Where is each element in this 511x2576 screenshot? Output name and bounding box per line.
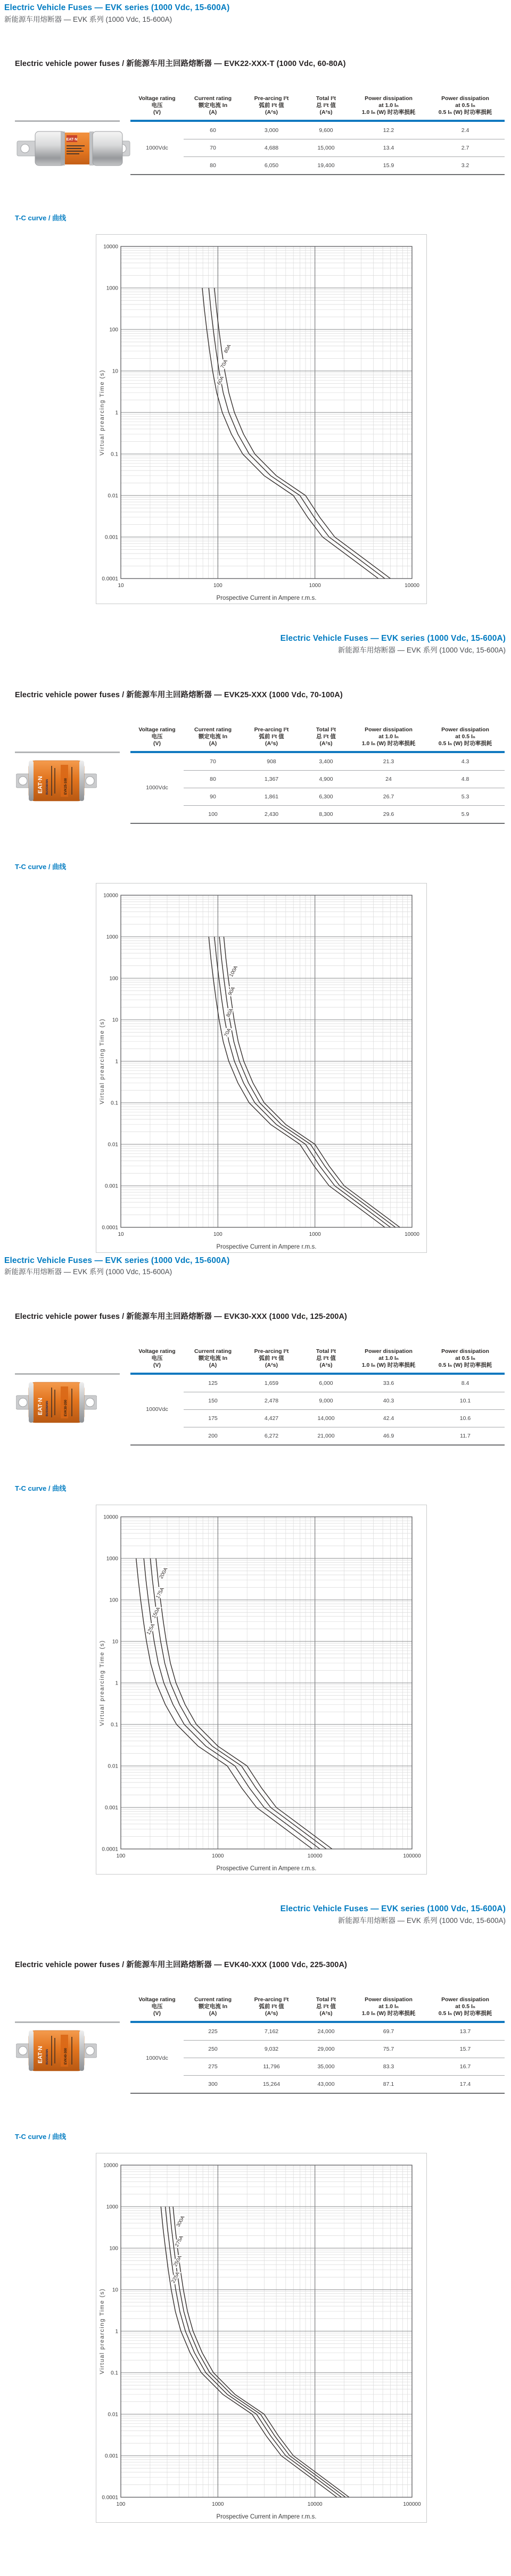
x-axis-title: Prospective Current in Ampere r.m.s. xyxy=(216,2514,317,2521)
table-row xyxy=(130,752,505,771)
x-axis-title: Prospective Current in Ampere r.m.s. xyxy=(216,1243,317,1250)
x-tick-label: 100 xyxy=(213,583,222,589)
table-header-cell: Power dissipation at 1.0 Iₙ 1.0 Iₙ (W) 时功率损耗 xyxy=(351,95,426,121)
spec-table-zone xyxy=(0,1996,511,2094)
document-title-cn: 新能源车用熔断器 — EVK 系列 (1000 Vdc, 15-600A) xyxy=(337,646,506,655)
svg-text:EAT·N: EAT·N xyxy=(37,1398,44,1415)
table-cell: 83.3 xyxy=(351,2058,426,2076)
voltage-cell: 1000Vdc xyxy=(146,2054,168,2061)
table-cell: 5.3 xyxy=(426,788,505,805)
table-cell: 3,000 xyxy=(242,121,301,139)
table-header-cell: Voltage rating 电压 (V) xyxy=(130,95,184,121)
svg-text:EAT·N: EAT·N xyxy=(37,775,44,794)
table-header-cell: Power dissipation at 1.0 Iₙ 1.0 Iₙ (W) 时功率损耗 xyxy=(351,1348,426,1374)
curve-label: 125A xyxy=(145,1622,156,1636)
tc-curve-chart xyxy=(96,234,427,604)
x-tick-label: 10 xyxy=(118,583,124,589)
table-cell: 70 xyxy=(184,752,242,771)
table-cell: 69.7 xyxy=(351,2022,426,2041)
table-cell: 8,300 xyxy=(319,811,333,818)
section-title: Electric vehicle power fuses / 新能源车用主回路熔断器 — EVK40-XXX (1000 Vdc, 225-300A) xyxy=(15,1961,347,1970)
curve-label: 225A xyxy=(170,2271,182,2285)
x-tick-label: 1000 xyxy=(212,2501,224,2508)
curve-label: 90A xyxy=(227,985,237,997)
table-cell: 80 xyxy=(210,162,216,169)
curve-label: 100A xyxy=(228,964,240,978)
table-header-cell: Total I²t 总 I²t 值 (A²s) xyxy=(301,1996,351,2022)
y-tick-label: 0.0001 xyxy=(102,1846,118,1853)
divider-line xyxy=(15,2021,120,2023)
table-header-cell: Total I²t 总 I²t 值 (A²s) xyxy=(301,726,351,752)
table-cell: 19,400 xyxy=(317,162,335,169)
y-tick-label: 1 xyxy=(115,410,118,416)
spec-table-zone xyxy=(0,1348,511,1446)
x-tick-label: 100000 xyxy=(403,1853,421,1859)
x-axis-title: Prospective Current in Ampere r.m.s. xyxy=(216,1865,317,1872)
document-title-en: Electric Vehicle Fuses — EVK series (1000 Vdc, 15-600A) xyxy=(4,1256,230,1265)
table-cell: 4,900 xyxy=(301,770,351,788)
fuse-stub-photo xyxy=(16,757,97,804)
table-cell: 17.4 xyxy=(459,2081,471,2088)
document-title-cn: 新能源车用熔断器 — EVK 系列 (1000 Vdc, 15-600A) xyxy=(4,15,172,23)
spec-table xyxy=(130,1348,505,1446)
svg-text:EVK40-300: EVK40-300 xyxy=(64,2048,68,2065)
spec-table-zone xyxy=(0,95,511,175)
y-tick-label: 100 xyxy=(109,976,118,982)
table-cell: 29,000 xyxy=(301,2041,351,2058)
table-cell: 3.2 xyxy=(461,162,469,169)
table-header-cell: Current rating 额定电流 In (A) xyxy=(184,726,242,752)
x-tick-label: 1000 xyxy=(309,1231,321,1237)
table-row xyxy=(130,805,505,823)
curve-label: 60A xyxy=(216,375,226,386)
y-tick-label: 1 xyxy=(115,1059,118,1065)
y-tick-label: 0.01 xyxy=(108,1142,118,1148)
voltage-cell: 1000Vdc xyxy=(146,1406,168,1413)
table-header-cell: Power dissipation at 0.5 Iₙ 0.5 Iₙ (W) 时功率损耗 xyxy=(426,726,505,752)
table-row xyxy=(130,1409,505,1427)
table-header-cell: Power dissipation at 0.5 Iₙ 0.5 Iₙ (W) 时功率损耗 xyxy=(426,95,505,121)
table-header-cell: Pre-arcing I²t 弧前 I²t 值 (A²s) xyxy=(242,1996,301,2022)
table-cell: 29.6 xyxy=(383,811,394,818)
table-cell: 175 xyxy=(184,1409,242,1427)
section-title: Electric vehicle power fuses / 新能源车用主回路熔断器 — EVK25-XXX (1000 Vdc, 70-100A) xyxy=(15,690,343,699)
table-cell: 21,000 xyxy=(317,1432,335,1439)
divider-line xyxy=(15,752,120,753)
fuse-product-image xyxy=(16,1379,97,1429)
x-tick-label: 10000 xyxy=(405,583,419,589)
chart-svg xyxy=(96,235,425,604)
table-cell: 2,430 xyxy=(264,811,279,818)
table-header-cell: Voltage rating 电压 (V) xyxy=(130,1348,184,1374)
table-cell: 300 xyxy=(208,2081,218,2088)
table-cell: 9,000 xyxy=(301,1392,351,1409)
table-cell: 24,000 xyxy=(301,2022,351,2041)
table-header-cell: Total I²t 总 I²t 值 (A²s) xyxy=(301,1348,351,1374)
table-header-cell: Power dissipation at 0.5 Iₙ 0.5 Iₙ (W) 时功率损耗 xyxy=(426,1348,505,1374)
y-tick-label: 100 xyxy=(109,1597,118,1604)
tc-curve-chart xyxy=(96,2153,427,2523)
table-cell: 46.9 xyxy=(383,1432,394,1439)
curve-label: 250A xyxy=(172,2255,184,2268)
table-cell: 15.9 xyxy=(383,162,394,169)
section-evk40 xyxy=(0,1904,511,2523)
table-cell: 15,000 xyxy=(301,139,351,157)
x-tick-label: 1000 xyxy=(309,583,321,589)
chart-svg xyxy=(96,2153,425,2522)
table-row xyxy=(130,770,505,788)
document-header xyxy=(4,1256,511,1276)
section-evk22 xyxy=(0,3,511,604)
y-tick-label: 10000 xyxy=(103,1514,118,1521)
y-tick-label: 0.001 xyxy=(104,2453,118,2459)
table-cell: 2,478 xyxy=(242,1392,301,1409)
table-cell: 21.3 xyxy=(351,752,426,771)
y-tick-label: 1000 xyxy=(106,1556,118,1562)
x-tick-label: 100 xyxy=(213,1231,222,1237)
curve-label: 70A xyxy=(222,1027,233,1038)
table-header-cell: Current rating 额定电流 In (A) xyxy=(184,1348,242,1374)
y-axis-title: Virtual prearcing Time (s) xyxy=(99,369,105,456)
document-title-en: Electric Vehicle Fuses — EVK series (1000 Vdc, 15-600A) xyxy=(280,634,506,643)
document-header xyxy=(0,1904,506,1925)
tc-curve-chart xyxy=(96,883,427,1253)
table-row xyxy=(130,139,505,157)
document-header xyxy=(0,634,506,654)
table-cell: 1,659 xyxy=(242,1374,301,1392)
voltage-cell: 1000Vdc xyxy=(146,785,168,791)
y-axis-title: Virtual prearcing Time (s) xyxy=(99,1640,105,1726)
table-row xyxy=(130,1374,505,1392)
table-cell: 275 xyxy=(184,2058,242,2076)
document-header xyxy=(4,3,511,23)
y-tick-label: 0.1 xyxy=(111,1100,118,1107)
table-cell: 4,427 xyxy=(242,1409,301,1427)
y-tick-label: 0.1 xyxy=(111,451,118,458)
table-cell: 6,050 xyxy=(264,162,279,169)
table-cell: 33.6 xyxy=(351,1374,426,1392)
svg-text:BUSSMANN: BUSSMANN xyxy=(46,2049,49,2065)
table-cell: 40.3 xyxy=(351,1392,426,1409)
svg-text:BUSSMANN: BUSSMANN xyxy=(46,1401,49,1416)
y-tick-label: 0.001 xyxy=(104,1805,118,1811)
y-tick-label: 0.001 xyxy=(104,534,118,541)
table-cell: 10.1 xyxy=(426,1392,505,1409)
table-header-cell: Pre-arcing I²t 弧前 I²t 值 (A²s) xyxy=(242,1348,301,1374)
fuse-product-image xyxy=(16,757,97,807)
table-cell: 6,272 xyxy=(264,1432,279,1439)
curve-label: 275A xyxy=(174,2235,185,2248)
curve-label: 200A xyxy=(158,1566,169,1580)
table-header-row xyxy=(130,1996,505,2022)
x-tick-label: 100000 xyxy=(403,2501,421,2508)
table-cell: 70 xyxy=(184,139,242,157)
y-tick-label: 0.01 xyxy=(108,1763,118,1770)
table-header-cell: Pre-arcing I²t 弧前 I²t 值 (A²s) xyxy=(242,726,301,752)
y-tick-label: 0.1 xyxy=(111,1722,118,1728)
chart-svg xyxy=(96,884,425,1252)
curve-label: 70A xyxy=(219,359,229,370)
table-cell: 908 xyxy=(242,752,301,771)
x-tick-label: 10 xyxy=(118,1231,124,1237)
table-cell: 8.4 xyxy=(426,1374,505,1392)
y-tick-label: 1 xyxy=(115,2329,118,2335)
y-tick-label: 1000 xyxy=(106,934,118,940)
table-cell: 90 xyxy=(184,788,242,805)
y-tick-label: 0.01 xyxy=(108,493,118,499)
table-cell: 75.7 xyxy=(351,2041,426,2058)
table-header-row xyxy=(130,95,505,121)
section-evk25 xyxy=(0,634,511,1252)
curve-label: 150A xyxy=(151,1606,162,1620)
spec-table-zone xyxy=(0,726,511,824)
x-tick-label: 10000 xyxy=(307,2501,323,2508)
table-cell: 9,600 xyxy=(301,121,351,139)
y-tick-label: 100 xyxy=(109,327,118,333)
table-row xyxy=(130,788,505,805)
table-cell: 11,796 xyxy=(242,2058,301,2076)
fuse-product-image xyxy=(16,2027,97,2077)
table-cell: 14,000 xyxy=(301,1409,351,1427)
section-evk30 xyxy=(0,1256,511,1875)
table-row xyxy=(130,2058,505,2076)
table-cell: 225 xyxy=(184,2022,242,2041)
y-tick-label: 0.0001 xyxy=(102,576,118,582)
x-tick-label: 100 xyxy=(116,2501,126,2508)
document-title-en: Electric Vehicle Fuses — EVK series (1000 Vdc, 15-600A) xyxy=(280,1904,506,1913)
fuse-stub-photo xyxy=(16,1379,97,1426)
fuse-product-image xyxy=(16,126,131,174)
table-header-cell: Total I²t 总 I²t 值 (A²s) xyxy=(301,95,351,121)
tc-curve-label: T-C curve / 曲线 xyxy=(15,214,67,222)
y-tick-label: 10 xyxy=(112,1639,118,1645)
y-axis-title: Virtual prearcing Time (s) xyxy=(99,2288,105,2375)
table-header-cell: Current rating 额定电流 In (A) xyxy=(184,95,242,121)
table-header-row xyxy=(130,1348,505,1374)
divider-line xyxy=(15,1373,120,1375)
curve-label: 300A xyxy=(175,2215,186,2228)
tc-curve-label: T-C curve / 曲线 xyxy=(15,862,67,871)
table-cell: 200 xyxy=(208,1432,218,1439)
table-cell: 13.4 xyxy=(351,139,426,157)
spec-table xyxy=(130,1996,505,2094)
section-title: Electric vehicle power fuses / 新能源车用主回路熔断器 — EVK30-XXX (1000 Vdc, 125-200A) xyxy=(15,1312,347,1321)
table-cell: 4.8 xyxy=(426,770,505,788)
voltage-cell: 1000Vdc xyxy=(146,145,168,152)
y-tick-label: 0.001 xyxy=(104,1183,118,1190)
table-cell: 35,000 xyxy=(301,2058,351,2076)
tc-curve-label: T-C curve / 曲线 xyxy=(15,2133,67,2141)
table-cell: 1,367 xyxy=(242,770,301,788)
table-header-cell: Pre-arcing I²t 弧前 I²t 值 (A²s) xyxy=(242,95,301,121)
x-tick-label: 10000 xyxy=(307,1853,323,1859)
table-header-cell: Voltage rating 电压 (V) xyxy=(130,1996,184,2022)
table-cell: 24 xyxy=(351,770,426,788)
table-cell: 250 xyxy=(184,2041,242,2058)
svg-text:EVK30-200: EVK30-200 xyxy=(64,1399,68,1416)
table-cell: 60 xyxy=(184,121,242,139)
table-cell: 1,861 xyxy=(242,788,301,805)
table-cell: 16.7 xyxy=(426,2058,505,2076)
y-tick-label: 10 xyxy=(112,2287,118,2293)
table-cell: 15,264 xyxy=(262,2081,281,2088)
table-row xyxy=(130,2022,505,2041)
y-axis-title: Virtual prearcing Time (s) xyxy=(99,1018,105,1104)
fuse-stub-photo xyxy=(16,2027,97,2074)
table-cell: 5.9 xyxy=(461,811,469,818)
table-cell: 4.3 xyxy=(426,752,505,771)
y-tick-label: 0.1 xyxy=(111,2370,118,2376)
table-cell: 2.7 xyxy=(426,139,505,157)
table-cell: 10.6 xyxy=(426,1409,505,1427)
table-cell: 3,400 xyxy=(301,752,351,771)
svg-text:EVK25-100: EVK25-100 xyxy=(64,778,68,795)
table-row xyxy=(130,2076,505,2094)
y-tick-label: 10000 xyxy=(103,893,118,899)
y-tick-label: 1 xyxy=(115,1680,118,1687)
curve-label: 80A xyxy=(222,343,233,354)
table-cell: 11.7 xyxy=(460,1432,471,1439)
y-tick-label: 10000 xyxy=(103,244,118,250)
y-tick-label: 1000 xyxy=(106,285,118,292)
table-cell: 13.7 xyxy=(426,2022,505,2041)
table-cell: 6,000 xyxy=(301,1374,351,1392)
table-cell: 80 xyxy=(184,770,242,788)
tc-curve-chart xyxy=(96,1505,427,1875)
y-tick-label: 10000 xyxy=(103,2162,118,2169)
y-tick-label: 0.0001 xyxy=(102,1225,118,1231)
table-row xyxy=(130,1427,505,1445)
table-header-cell: Power dissipation at 1.0 Iₙ 1.0 Iₙ (W) 时功率损耗 xyxy=(351,726,426,752)
x-tick-label: 10000 xyxy=(405,1231,419,1237)
tc-curve-label: T-C curve / 曲线 xyxy=(15,1484,67,1492)
fuse-cylindrical-photo xyxy=(16,126,131,171)
y-tick-label: 1000 xyxy=(106,2204,118,2210)
table-row xyxy=(130,1392,505,1409)
y-tick-label: 0.01 xyxy=(108,2412,118,2418)
table-row xyxy=(130,121,505,139)
chart-svg xyxy=(96,1505,425,1874)
table-cell: 9,032 xyxy=(242,2041,301,2058)
table-row xyxy=(130,157,505,175)
table-cell: 15.7 xyxy=(426,2041,505,2058)
table-cell: 12.2 xyxy=(351,121,426,139)
svg-text:EAT·N: EAT·N xyxy=(66,138,78,142)
table-header-cell: Power dissipation at 1.0 Iₙ 1.0 Iₙ (W) 时功率损耗 xyxy=(351,1996,426,2022)
table-cell: 4,688 xyxy=(242,139,301,157)
table-cell: 7,162 xyxy=(242,2022,301,2041)
table-row xyxy=(130,2041,505,2058)
y-tick-label: 10 xyxy=(112,368,118,375)
section-title: Electric vehicle power fuses / 新能源车用主回路熔断器 — EVK22-XXX-T (1000 Vdc, 60-80A) xyxy=(15,60,346,69)
table-header-cell: Voltage rating 电压 (V) xyxy=(130,726,184,752)
y-tick-label: 100 xyxy=(109,2245,118,2252)
spec-table xyxy=(130,95,505,175)
curve-label: 80A xyxy=(225,1007,235,1018)
x-tick-label: 1000 xyxy=(212,1853,224,1859)
document-title-cn: 新能源车用熔断器 — EVK 系列 (1000 Vdc, 15-600A) xyxy=(337,1916,506,1925)
table-cell: 125 xyxy=(184,1374,242,1392)
document-title-cn: 新能源车用熔断器 — EVK 系列 (1000 Vdc, 15-600A) xyxy=(4,1268,172,1276)
table-cell: 42.4 xyxy=(351,1409,426,1427)
x-axis-title: Prospective Current in Ampere r.m.s. xyxy=(216,595,317,602)
curve-label: 175A xyxy=(154,1586,166,1600)
x-tick-label: 100 xyxy=(116,1853,126,1859)
table-cell: 43,000 xyxy=(317,2081,335,2088)
table-header-cell: Current rating 额定电流 In (A) xyxy=(184,1996,242,2022)
table-cell: 26.7 xyxy=(351,788,426,805)
y-tick-label: 0.0001 xyxy=(102,2495,118,2501)
spec-table xyxy=(130,726,505,824)
y-tick-label: 10 xyxy=(112,1017,118,1023)
divider-line xyxy=(15,120,120,122)
document-title-en: Electric Vehicle Fuses — EVK series (1000 Vdc, 15-600A) xyxy=(4,3,230,12)
table-cell: 2.4 xyxy=(426,121,505,139)
table-cell: 150 xyxy=(184,1392,242,1409)
table-header-cell: Power dissipation at 0.5 Iₙ 0.5 Iₙ (W) 时功率损耗 xyxy=(426,1996,505,2022)
svg-text:BUSSMANN: BUSSMANN xyxy=(46,779,49,795)
table-cell: 100 xyxy=(208,811,218,818)
table-cell: 6,300 xyxy=(301,788,351,805)
table-cell: 87.1 xyxy=(383,2081,394,2088)
table-header-row xyxy=(130,726,505,752)
svg-text:EAT·N: EAT·N xyxy=(37,2046,44,2064)
